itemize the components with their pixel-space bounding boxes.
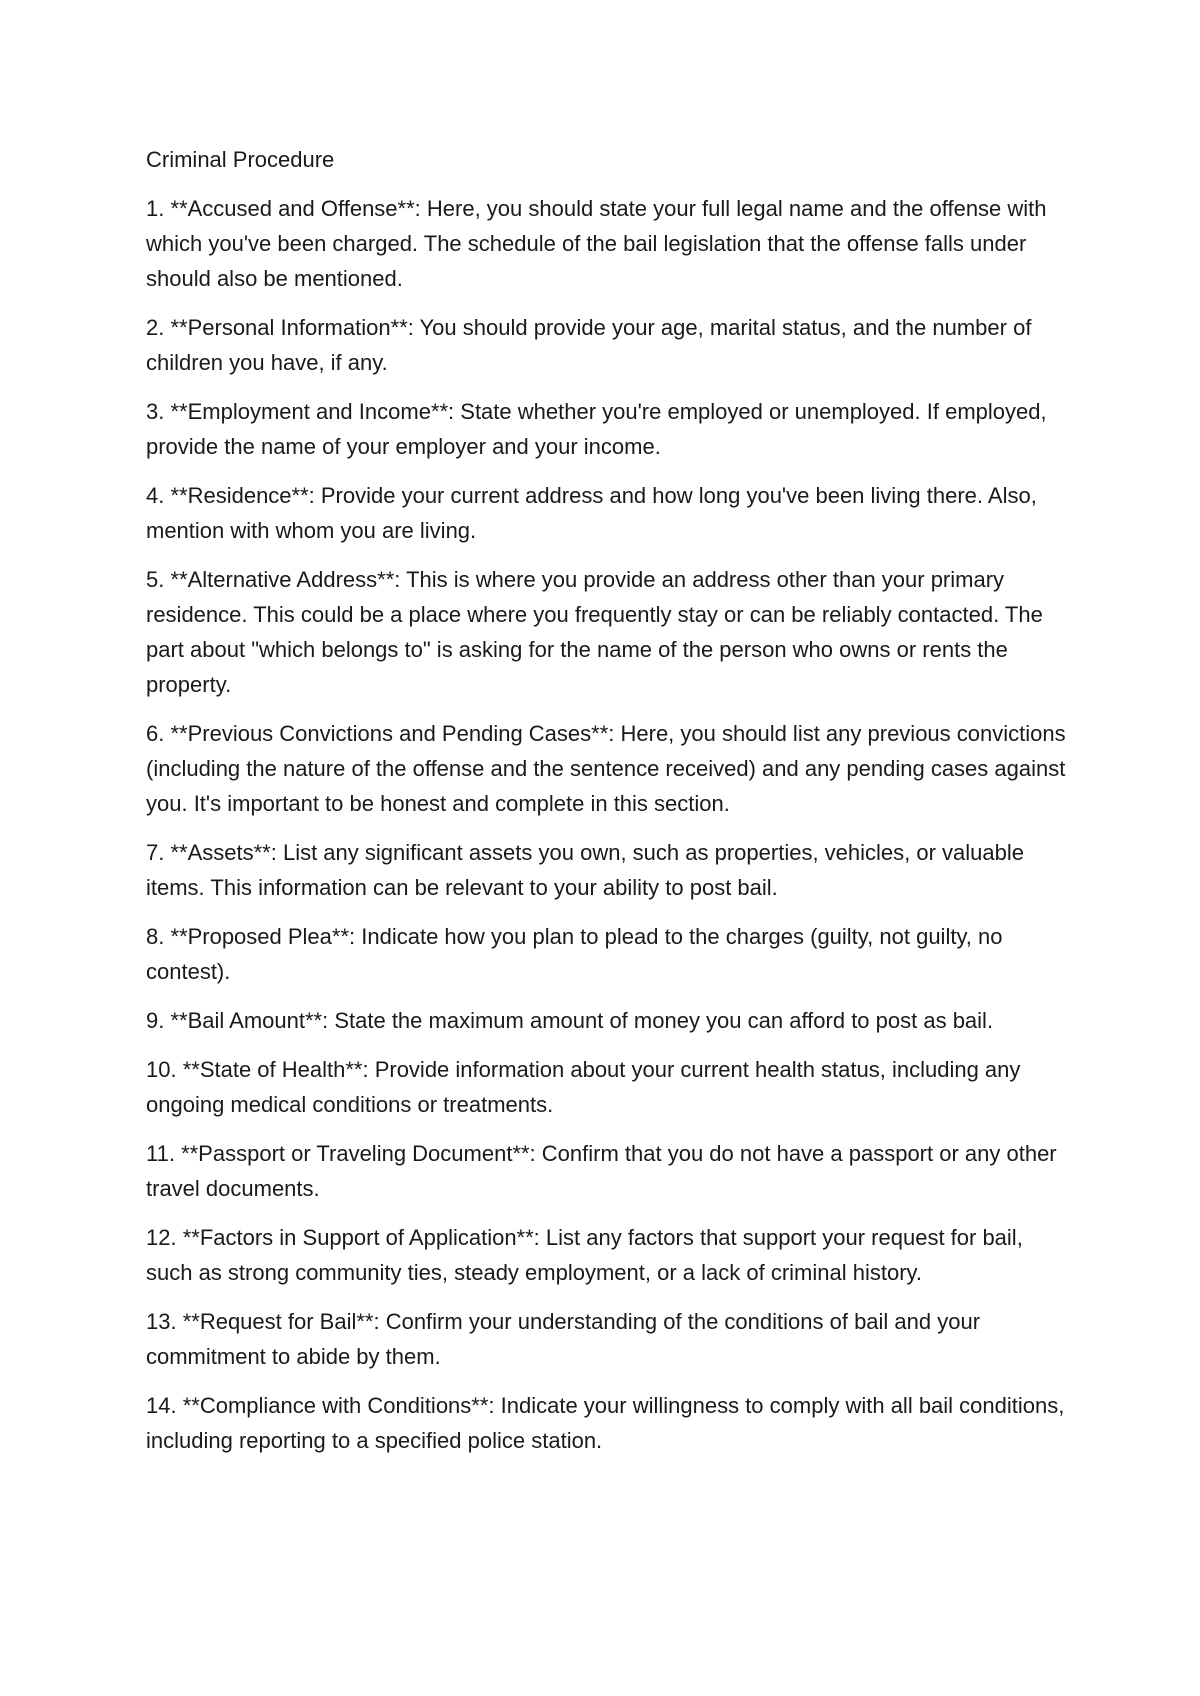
- paragraph-1: 1. **Accused and Offense**: Here, you should state your full legal name and the offense with which you've been charged. The schedule of the bail legislation that the offense falls under should also be mentioned.: [146, 196, 1047, 291]
- paragraph-4: 4. **Residence**: Provide your current address and how long you've been living there. Also, mention with whom you are living.: [146, 483, 1037, 543]
- paragraph-13: 13. **Request for Bail**: Confirm your understanding of the conditions of bail and your commitment to abide by them.: [146, 1309, 981, 1369]
- paragraph-3: 3. **Employment and Income**: State whether you're employed or unemployed. If employed, provide the name of your employer and your income.: [146, 399, 1047, 459]
- paragraph-7: 7. **Assets**: List any significant assets you own, such as properties, vehicles, or valuable items. This information can be relevant to your ability to post bail.: [146, 840, 1025, 900]
- paragraph-12: 12. **Factors in Support of Application**: List any factors that support your request for bail, such as strong community ties, steady employment, or a lack of criminal history.: [146, 1225, 1023, 1285]
- document-title: Criminal Procedure: [146, 147, 335, 172]
- paragraph-9: 9. **Bail Amount**: State the maximum amount of money you can afford to post as bail.: [146, 1008, 994, 1033]
- paragraph-6: 6. **Previous Convictions and Pending Cases**: Here, you should list any previous convictions (including the nature of the offense and the sentence received) and any pending cases against you. It's important to be honest and complete in this section.: [146, 721, 1066, 816]
- paragraph-8: 8. **Proposed Plea**: Indicate how you plan to plead to the charges (guilty, not guilty, no contest).: [146, 924, 1003, 984]
- document-body: [146, 142, 1066, 1472]
- paragraph-5: 5. **Alternative Address**: This is where you provide an address other than your primary residence. This could be a place where you frequently stay or can be reliably contacted. The part about "which belongs to" is asking for the name of the person who owns or rents the property.: [146, 567, 1043, 697]
- paragraph-2: 2. **Personal Information**: You should provide your age, marital status, and the number of children you have, if any.: [146, 315, 1032, 375]
- paragraph-10: 10. **State of Health**: Provide information about your current health status, including any ongoing medical conditions or treatments.: [146, 1057, 1021, 1117]
- paragraph-11: 11. **Passport or Traveling Document**: Confirm that you do not have a passport or any other travel documents.: [146, 1141, 1057, 1201]
- paragraph-14: 14. **Compliance with Conditions**: Indicate your willingness to comply with all bail conditions, including reporting to a specified police station.: [146, 1393, 1065, 1453]
